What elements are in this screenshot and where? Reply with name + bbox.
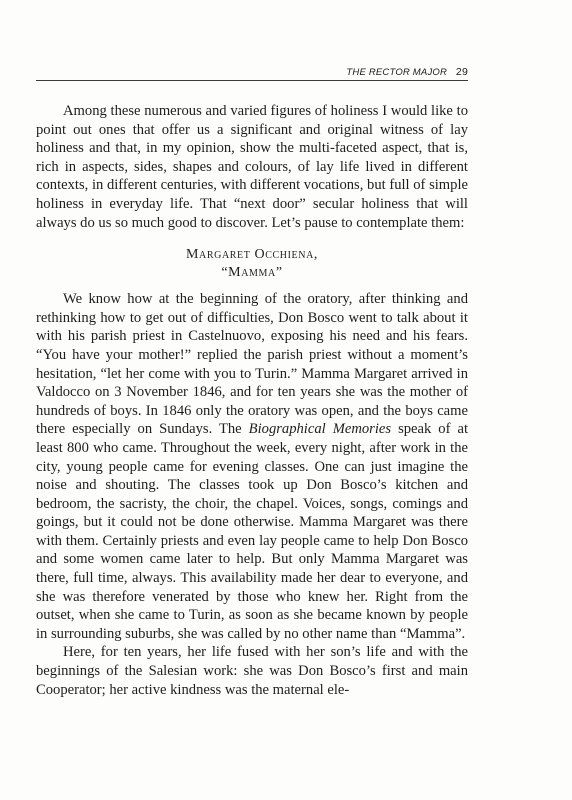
paragraph-margaret-part-1: We know how at the beginning of the oratory, after thinking and rethinking how to get out of difficulties, Don Bosco went to talk about it with his parish priest in Castelnuovo, exposing his need and his fears. “You have your mother!” replied the parish priest without a moment’s hesitation, “let her come with you to Turin.” Mamma Margaret arrived in Valdocco on 3 November 1846, and for ten years she was the mother of hundreds of boys. In 1846 only the oratory was open, and the boys came there especially on Sundays. The	[36, 291, 468, 438]
paragraph-ten-years: Here, for ten years, her life fused with her son’s life and with the beginnings of the Salesian work: she was Don Bosco’s first and main Cooperator; her active kindness was the maternal ele-	[36, 644, 468, 698]
paragraph-intro: Among these numerous and varied figures of holiness I would like to point out ones that offer us a significant and original witness of lay holiness and that, in my opinion, show the multi-faceted aspect, that is, rich in aspects, sides, shapes and colours, of lay life lived in different contexts, in different centuries, with different vocations, but full of simple holiness in everyday life. That “next door” secular holiness that will always do us so much good to discover. Let’s pause to contemplate them:	[36, 103, 468, 231]
section-heading-line-2: “Mamma”	[221, 265, 283, 281]
running-header	[36, 66, 468, 81]
paragraph-margaret-part-2: speak of at least 800 who came. Throughout the week, every night, after work in the city, young people came for evening classes. One can just imagine the noise and shouting. The classes took up Don Bosco’s kitchen and bedroom, the sacristy, the choir, the chapel. Voices, songs, comings and goings, but it could not be done otherwise. Mamma Margaret was there with them. Certainly priests and even lay people came to help Don Bosco and some women came later to help. But only Mamma Margaret was there, full time, always. This availability made her dear to everyone, and she was therefore venerated by those who knew her. Right from the outset, when she came to Turin, as soon as she became known by people in surrounding suburbs, she was called by no other name than “Mamma”.	[36, 421, 468, 642]
page-number: 29	[455, 66, 468, 78]
section-heading-line-1: Margaret Occhiena,	[185, 247, 319, 263]
section-heading	[36, 246, 468, 282]
body-text	[36, 102, 468, 699]
running-header-title: THE RECTOR MAJOR	[346, 67, 448, 78]
paragraph-margaret	[36, 290, 468, 643]
book-title-italic: Biographical Memories	[248, 421, 392, 438]
